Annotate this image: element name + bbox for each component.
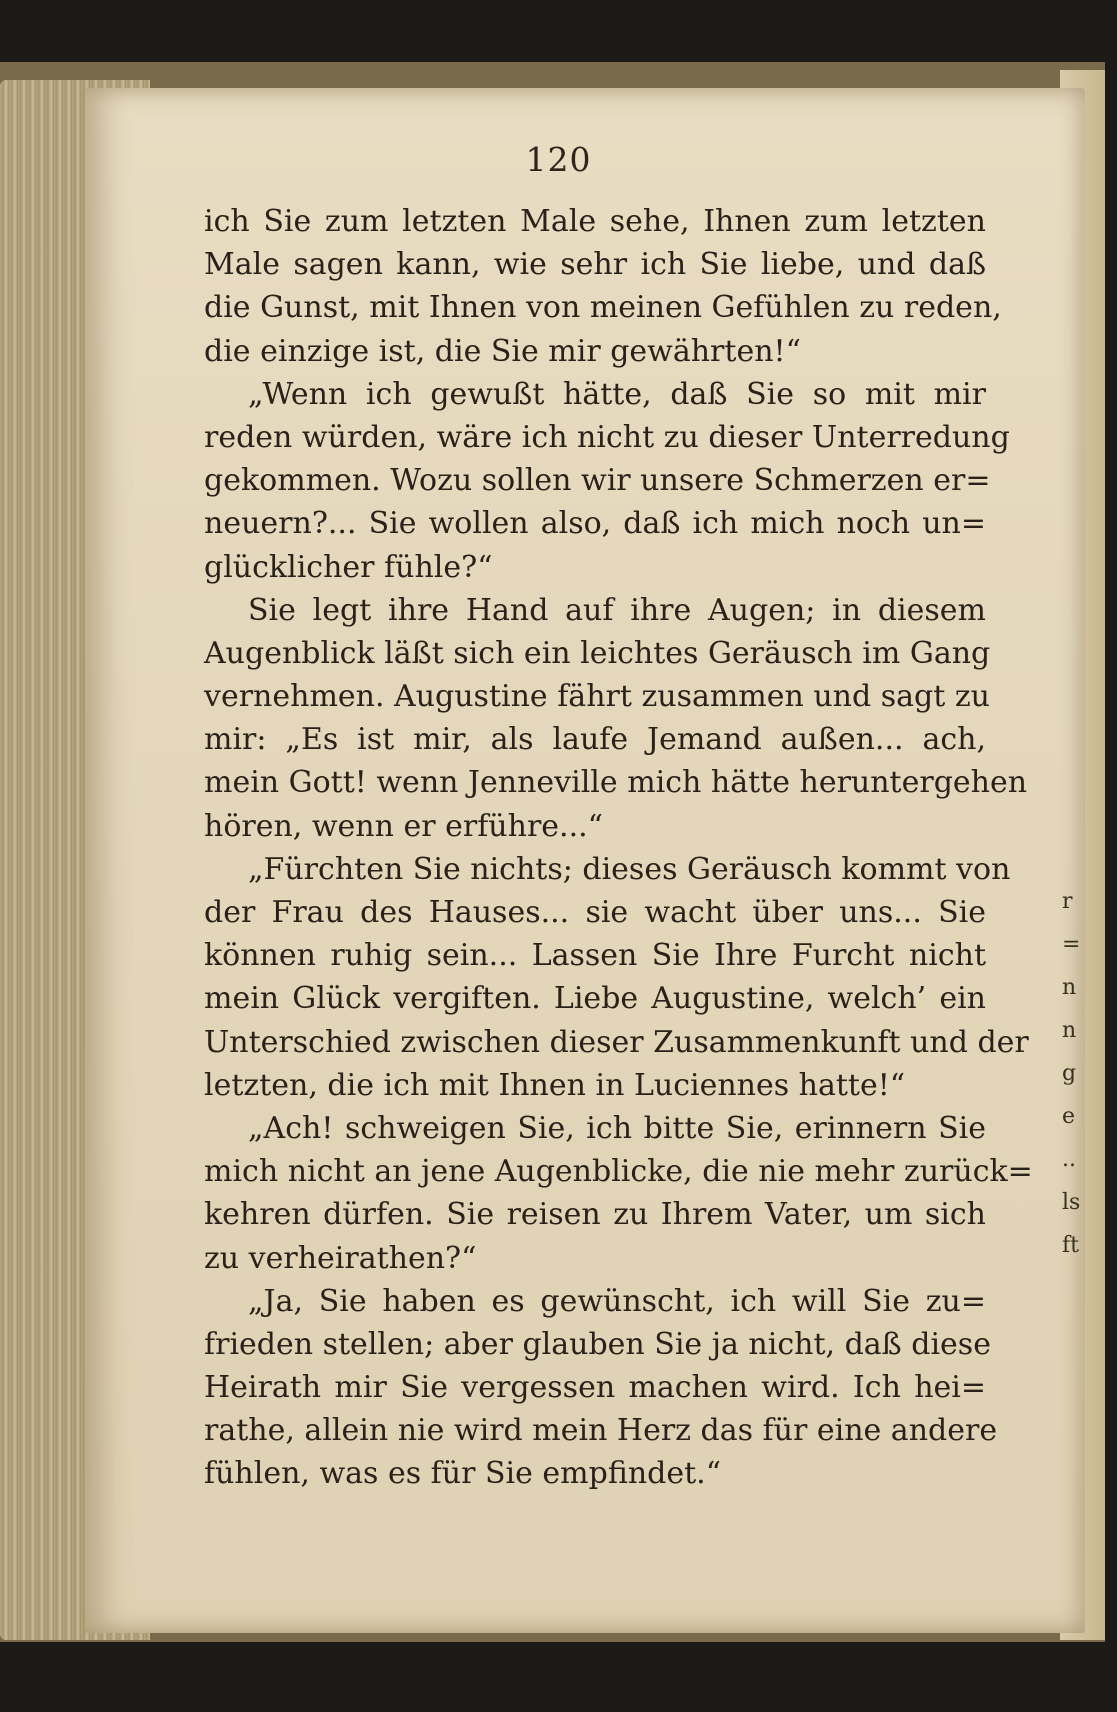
text-line: gekommen. Wozu sollen wir unsere Schmerzen er= (204, 463, 991, 499)
next-page-fragment: e (1062, 1104, 1076, 1129)
next-page-fragment: n (1062, 1018, 1077, 1043)
text-line: fühlen, was es für Sie empfindet.“ (204, 1456, 722, 1492)
text-line: Sie legt ihre Hand auf ihre Augen; in diesem (248, 592, 986, 628)
text-line: „Ja, Sie haben es gewünscht, ich will Sie zu= (248, 1283, 986, 1319)
text-line: mir: „Es ist mir, als laufe Jemand außen... ach, (204, 722, 986, 758)
next-page-fragment: .. (1062, 1147, 1076, 1172)
text-line: kehren dürfen. Sie reisen zu Ihrem Vater, um sich (204, 1197, 986, 1233)
text-line: vernehmen. Augustine fährt zusammen und sagt zu (204, 679, 990, 715)
text-line: können ruhig sein... Lassen Sie Ihre Furcht nicht (204, 938, 986, 974)
text-line: mein Gott! wenn Jenneville mich hätte heruntergehen (204, 765, 1028, 801)
text-line: letzten, die ich mit Ihnen in Luciennes hatte!“ (204, 1067, 906, 1103)
text-line: mich nicht an jene Augenblicke, die nie mehr zurück= (204, 1154, 1033, 1190)
next-page-fragment: = (1062, 932, 1081, 957)
text-line: Heirath mir Sie vergessen machen wird. Ich hei= (204, 1370, 986, 1406)
text-line: ich Sie zum letzten Male sehe, Ihnen zum letzten (204, 204, 986, 239)
text-line: frieden stellen; aber glauben Sie ja nicht, daß diese (204, 1326, 991, 1362)
text-line: hören, wenn er erführe...“ (204, 808, 603, 844)
page-number: 120 (525, 140, 592, 179)
text-line: der Frau des Hauses... sie wacht über uns... Sie (204, 895, 986, 930)
next-page-fragment: g (1062, 1061, 1077, 1086)
text-line: Augenblick läßt sich ein leichtes Geräusch im Gang (204, 635, 991, 671)
text-line: glücklicher fühle?“ (204, 549, 493, 585)
text-line: rathe, allein nie wird mein Herz das für eine andere (204, 1413, 998, 1449)
text-line: „Ach! schweigen Sie, ich bitte Sie, erinnern Sie (248, 1110, 986, 1146)
body-text (204, 200, 1033, 1496)
text-line: Unterschied zwischen dieser Zusammenkunft und der (204, 1024, 1029, 1060)
text-line: Male sagen kann, wie sehr ich Sie liebe, und daß (204, 247, 986, 283)
text-line: reden würden, wäre ich nicht zu dieser Unterredung (204, 419, 1010, 455)
text-line: zu verheirathen?“ (204, 1240, 477, 1276)
next-page-fragment: ls (1062, 1190, 1081, 1215)
text-line: mein Glück vergiften. Liebe Augustine, welch’ ein (204, 981, 986, 1017)
next-page-fragment: n (1062, 975, 1077, 1000)
text-line: „Fürchten Sie nichts; dieses Geräusch kommt von (248, 851, 1011, 887)
next-page-fragment: r (1062, 889, 1073, 914)
next-page-fragment: ft (1062, 1233, 1079, 1258)
text-line: die einzige ist, die Sie mir gewährten!“ (204, 333, 801, 369)
next-page-fragments (1062, 880, 1102, 1260)
text-line: die Gunst, mit Ihnen von meinen Gefühlen zu reden, (204, 290, 1002, 326)
text-line: neuern?... Sie wollen also, daß ich mich noch un= (204, 506, 986, 542)
text-line: „Wenn ich gewußt hätte, daß Sie so mit mir (248, 376, 986, 412)
